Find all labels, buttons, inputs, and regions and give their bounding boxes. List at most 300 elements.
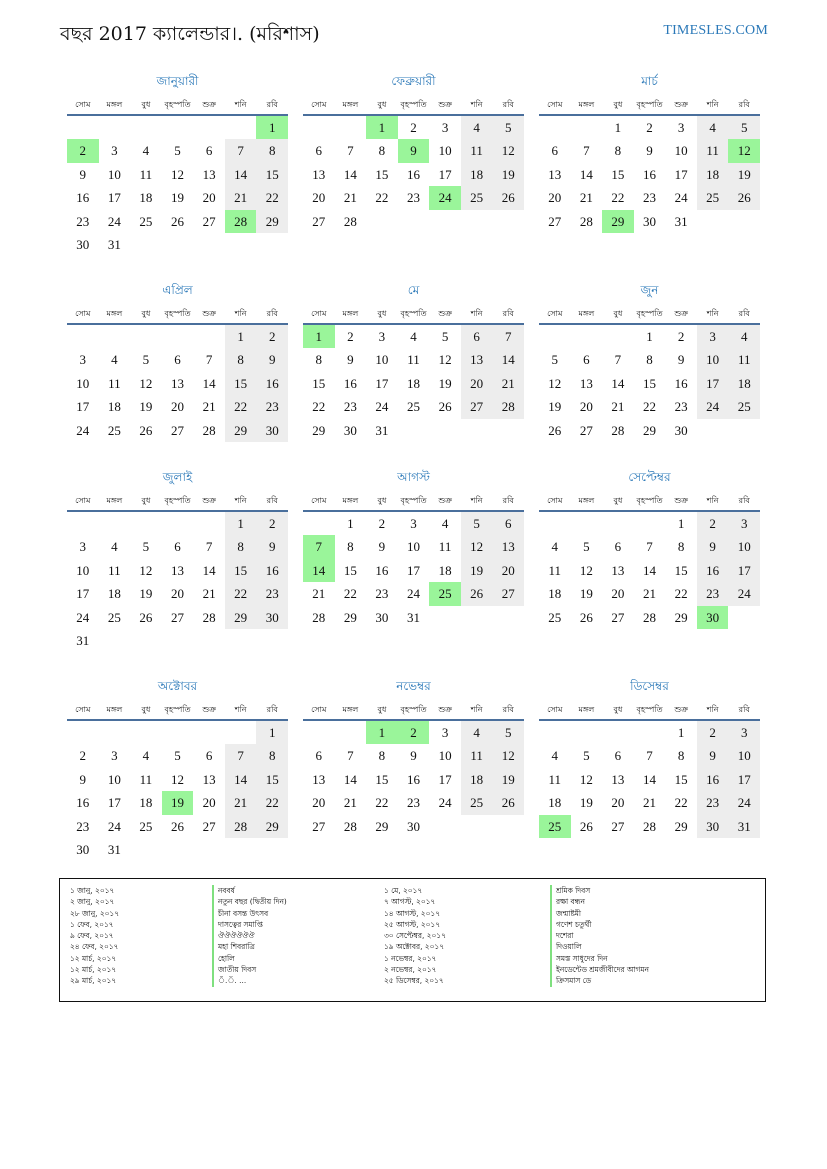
day-cell: 6 <box>205 748 213 764</box>
day-cell: 11 <box>548 771 562 787</box>
day-cell: 13 <box>611 771 625 787</box>
day-cell: 16 <box>375 562 389 578</box>
weekday-label: বুধ <box>377 705 387 714</box>
day-cell: 26 <box>492 186 524 209</box>
day-cell: 23 <box>406 190 420 206</box>
day-cell: 24 <box>728 582 760 605</box>
month-title: মে <box>407 283 420 297</box>
weekday-label: বৃহস্পতি <box>164 705 191 714</box>
day-cell: 3 <box>728 721 760 744</box>
day-cell: 26 <box>170 818 184 834</box>
day-cell: 4 <box>551 748 559 764</box>
holiday-names-column-1 <box>212 885 287 987</box>
day-cell: 22 <box>343 586 357 602</box>
weekday-label: শুক্র <box>438 705 452 714</box>
holiday-date: ১ মে, ২০১৭ <box>384 886 423 895</box>
day-cell: 6 <box>614 539 622 555</box>
day-cell: 30 <box>697 815 729 838</box>
day-cell: 20 <box>611 795 625 811</box>
weekday-label: বৃহস্পতি <box>164 496 191 505</box>
day-cell: 1 <box>677 516 685 531</box>
day-cell: 5 <box>174 748 181 764</box>
holiday-day-cell: 29 <box>602 210 634 233</box>
weekday-label: রবি <box>502 309 514 318</box>
day-cell: 23 <box>256 582 288 605</box>
day-cell: 5 <box>461 512 493 535</box>
day-cell: 4 <box>728 325 760 348</box>
day-grid <box>67 325 288 442</box>
holiday-day-cell: 1 <box>303 325 335 348</box>
day-cell: 12 <box>139 375 153 391</box>
day-cell: 18 <box>461 163 493 186</box>
weekday-header <box>539 701 760 721</box>
day-cell: 23 <box>642 190 656 206</box>
day-cell: 19 <box>579 586 593 602</box>
holiday-name: জন্মাষ্টমী <box>556 908 581 918</box>
day-cell: 17 <box>728 768 760 791</box>
holiday-name: গণেশ চতুর্থী <box>556 919 592 929</box>
empty-cell <box>99 512 131 535</box>
weekday-label: শুক্র <box>202 309 216 318</box>
month-block <box>67 675 288 861</box>
day-cell: 15 <box>225 559 257 582</box>
weekday-label: মঙ্গল <box>342 496 359 505</box>
day-cell: 15 <box>642 375 656 391</box>
day-cell: 18 <box>697 163 729 186</box>
day-cell: 8 <box>614 143 622 159</box>
day-cell: 6 <box>492 512 524 535</box>
day-cell: 15 <box>225 372 257 395</box>
day-cell: 10 <box>76 562 90 578</box>
page-title: বছর 2017 ক্যালেন্ডার।. (মরিশাস) <box>60 23 320 45</box>
day-cell: 21 <box>202 586 216 602</box>
month-title: সেপ্টেম্বর <box>628 470 671 484</box>
day-cell: 6 <box>315 143 323 159</box>
weekday-header <box>67 492 288 512</box>
weekday-label: মঙ্গল <box>106 100 123 109</box>
day-cell: 13 <box>548 166 562 182</box>
day-cell: 19 <box>139 586 153 602</box>
day-cell: 13 <box>461 348 493 371</box>
day-cell: 17 <box>728 559 760 582</box>
day-cell: 27 <box>202 818 216 834</box>
day-cell: 4 <box>111 352 118 368</box>
day-cell: 6 <box>315 748 323 764</box>
day-cell: 18 <box>406 375 420 391</box>
day-cell: 19 <box>548 399 562 415</box>
day-cell: 24 <box>728 791 760 814</box>
day-cell: 9 <box>79 166 87 182</box>
month-block <box>539 466 760 629</box>
day-cell: 14 <box>202 562 216 578</box>
day-cell: 3 <box>378 329 386 344</box>
day-cell: 12 <box>548 375 562 391</box>
weekday-header <box>303 96 524 116</box>
day-cell: 27 <box>170 609 184 625</box>
day-cell: 10 <box>107 166 121 182</box>
month-title: মার্চ <box>641 74 658 88</box>
empty-cell <box>335 721 367 744</box>
weekday-label: শুক্র <box>674 496 688 505</box>
day-cell: 23 <box>406 795 420 811</box>
empty-cell <box>67 721 99 744</box>
month-title: এপ্রিল <box>162 283 193 297</box>
day-cell: 12 <box>492 139 524 162</box>
holiday-day-cell: 1 <box>366 721 398 744</box>
empty-cell <box>303 721 335 744</box>
empty-cell <box>539 512 571 535</box>
day-cell: 22 <box>256 791 288 814</box>
day-cell: 15 <box>674 562 688 578</box>
day-cell: 31 <box>107 236 121 252</box>
holiday-name: ক্রিসমাস ডে <box>556 976 592 986</box>
day-cell: 23 <box>76 213 90 229</box>
weekday-label: শনি <box>234 309 247 318</box>
day-cell: 29 <box>343 609 357 625</box>
day-cell: 7 <box>614 352 622 368</box>
day-cell: 2 <box>256 512 288 535</box>
day-cell: 11 <box>108 562 121 578</box>
empty-cell <box>193 116 225 139</box>
weekday-label: মঙ্গল <box>106 705 123 714</box>
weekday-label: শনি <box>706 496 719 505</box>
day-cell: 28 <box>202 422 216 438</box>
day-cell: 26 <box>170 213 184 229</box>
weekday-label: সোম <box>75 705 91 714</box>
holiday-names-column-2 <box>550 885 649 987</box>
holiday-day-cell: 14 <box>303 559 335 582</box>
day-cell: 14 <box>579 166 593 182</box>
day-cell: 24 <box>107 213 121 229</box>
holiday-name: হোলি <box>218 953 235 963</box>
empty-cell <box>99 721 131 744</box>
day-cell: 18 <box>461 768 493 791</box>
day-cell: 16 <box>406 771 420 787</box>
day-cell: 29 <box>256 210 288 233</box>
weekday-label: শুক্র <box>438 496 452 505</box>
holiday-name: জাতীয় দিবস <box>218 965 257 975</box>
day-cell: 12 <box>579 562 593 578</box>
empty-cell <box>571 325 603 348</box>
day-cell: 5 <box>551 352 559 368</box>
day-cell: 14 <box>611 375 625 391</box>
day-cell: 27 <box>170 422 184 438</box>
day-cell: 23 <box>697 791 729 814</box>
day-cell: 3 <box>79 539 87 555</box>
day-cell: 16 <box>406 166 420 182</box>
day-cell: 21 <box>611 399 625 415</box>
weekday-label: মঙ্গল <box>578 100 595 109</box>
day-cell: 22 <box>375 190 389 206</box>
day-cell: 11 <box>697 139 729 162</box>
day-grid <box>303 116 524 233</box>
site-link[interactable]: TIMESLES.COM <box>663 23 768 38</box>
day-cell: 9 <box>697 744 729 767</box>
day-cell: 15 <box>611 166 625 182</box>
day-cell: 9 <box>347 352 354 368</box>
weekday-header <box>67 305 288 325</box>
day-cell: 9 <box>646 143 653 159</box>
day-cell: 21 <box>642 795 656 811</box>
day-cell: 23 <box>343 399 357 415</box>
day-cell: 13 <box>312 771 326 787</box>
empty-cell <box>162 325 194 348</box>
day-cell: 22 <box>256 186 288 209</box>
empty-cell <box>130 116 162 139</box>
day-cell: 26 <box>728 186 760 209</box>
day-cell: 29 <box>375 818 389 834</box>
day-cell: 28 <box>642 818 656 834</box>
day-cell: 26 <box>461 582 493 605</box>
month-title: জুন <box>640 283 659 297</box>
weekday-label: রবি <box>502 705 514 714</box>
day-cell: 3 <box>697 325 729 348</box>
day-cell: 27 <box>611 609 625 625</box>
empty-cell <box>634 512 666 535</box>
holiday-date: ২৪ ফেব, ২০১৭ <box>70 942 119 952</box>
weekday-label: রবি <box>266 309 278 318</box>
day-cell: 7 <box>583 143 590 159</box>
holiday-date: ২৯ মার্চ, ২০১৭ <box>70 976 117 986</box>
empty-cell <box>571 512 603 535</box>
day-cell: 14 <box>492 348 524 371</box>
holiday-name: মহা শিবরাত্রি <box>218 942 255 952</box>
holiday-date: ১ নভেম্বর, ২০১৭ <box>384 953 437 963</box>
day-cell: 27 <box>202 213 216 229</box>
day-cell: 25 <box>139 213 153 229</box>
day-cell: 7 <box>205 539 213 555</box>
day-cell: 27 <box>461 395 493 418</box>
day-cell: 20 <box>579 399 593 415</box>
holiday-date: ১২ মার্চ, ২০১৭ <box>70 953 117 963</box>
weekday-label: সোম <box>311 705 327 714</box>
weekday-label: বুধ <box>613 496 623 505</box>
day-cell: 9 <box>410 748 417 764</box>
empty-cell <box>130 721 162 744</box>
day-cell: 25 <box>697 186 729 209</box>
day-cell: 16 <box>256 559 288 582</box>
day-cell: 4 <box>142 748 150 764</box>
day-cell: 21 <box>225 791 257 814</box>
day-cell: 3 <box>677 120 685 135</box>
day-cell: 11 <box>108 375 121 391</box>
weekday-label: বুধ <box>377 100 387 109</box>
day-cell: 30 <box>76 841 90 857</box>
day-cell: 17 <box>697 372 729 395</box>
day-cell: 1 <box>225 325 257 348</box>
holiday-day-cell: 1 <box>256 116 288 139</box>
day-cell: 20 <box>611 586 625 602</box>
day-cell: 3 <box>441 120 449 135</box>
empty-cell <box>99 116 131 139</box>
day-cell: 21 <box>343 795 357 811</box>
day-cell: 30 <box>256 606 288 629</box>
day-cell: 25 <box>107 422 121 438</box>
holiday-day-cell: 2 <box>398 721 430 744</box>
holiday-date: ২৮ জানু, ২০১৭ <box>70 908 120 918</box>
day-cell: 11 <box>407 352 420 368</box>
empty-cell <box>193 512 225 535</box>
holiday-day-cell: 24 <box>429 186 461 209</box>
weekday-label: মঙ্গল <box>342 100 359 109</box>
day-cell: 11 <box>139 166 153 182</box>
empty-cell <box>99 325 131 348</box>
weekday-label: মঙ্গল <box>106 309 123 318</box>
holiday-date: ১৪ আগস্ট, ২০১৭ <box>384 908 441 918</box>
day-cell: 15 <box>343 562 357 578</box>
day-cell: 7 <box>347 748 354 764</box>
day-grid <box>539 325 760 442</box>
weekday-label: বুধ <box>613 309 623 318</box>
day-cell: 6 <box>583 352 590 368</box>
day-cell: 7 <box>492 325 524 348</box>
day-grid <box>539 116 760 233</box>
day-cell: 18 <box>139 795 153 811</box>
empty-cell <box>193 325 225 348</box>
day-cell: 23 <box>76 818 90 834</box>
day-cell: 18 <box>438 562 452 578</box>
day-cell: 17 <box>438 166 452 182</box>
empty-cell <box>193 721 225 744</box>
day-cell: 23 <box>697 582 729 605</box>
day-cell: 21 <box>343 190 357 206</box>
day-cell: 28 <box>312 609 326 625</box>
day-cell: 5 <box>492 116 524 139</box>
day-cell: 25 <box>406 399 420 415</box>
day-cell: 10 <box>107 771 121 787</box>
day-cell: 16 <box>256 372 288 395</box>
day-cell: 24 <box>697 395 729 418</box>
day-cell: 4 <box>441 516 449 531</box>
weekday-label: বৃহস্পতি <box>400 496 427 505</box>
weekday-label: মঙ্গল <box>342 705 359 714</box>
holiday-name: শ্রমিক দিবস <box>556 886 591 895</box>
day-cell: 31 <box>107 841 121 857</box>
holiday-name: নতুন বছর (দ্বিতীয় দিন) <box>218 897 287 907</box>
weekday-label: শনি <box>234 705 247 714</box>
empty-cell <box>303 512 335 535</box>
day-cell: 9 <box>79 771 87 787</box>
day-cell: 16 <box>697 559 729 582</box>
weekday-label: শুক্র <box>674 100 688 109</box>
month-block <box>303 70 524 233</box>
day-cell: 18 <box>107 586 121 602</box>
day-cell: 12 <box>170 771 184 787</box>
day-grid <box>303 512 524 629</box>
day-cell: 22 <box>225 582 257 605</box>
day-cell: 20 <box>202 190 216 206</box>
day-cell: 14 <box>343 771 357 787</box>
day-cell: 30 <box>642 213 656 229</box>
day-cell: 20 <box>461 372 493 395</box>
day-cell: 13 <box>611 562 625 578</box>
weekday-label: বুধ <box>141 705 151 714</box>
day-cell: 19 <box>170 190 184 206</box>
weekday-label: সোম <box>547 309 563 318</box>
day-cell: 28 <box>343 213 357 229</box>
holiday-day-cell: 30 <box>697 606 729 629</box>
day-cell: 7 <box>347 143 354 159</box>
day-cell: 21 <box>202 399 216 415</box>
day-cell: 8 <box>225 535 257 558</box>
day-cell: 29 <box>674 818 688 834</box>
weekday-label: শনি <box>470 705 483 714</box>
empty-cell <box>539 116 571 139</box>
day-cell: 16 <box>76 190 90 206</box>
day-cell: 29 <box>225 419 257 442</box>
day-cell: 1 <box>225 512 257 535</box>
day-cell: 27 <box>548 213 562 229</box>
day-cell: 17 <box>674 166 688 182</box>
day-cell: 30 <box>406 818 420 834</box>
empty-cell <box>130 325 162 348</box>
holiday-name: ইনডেন্টেড শ্রমজীবীদের আগমন <box>556 965 649 975</box>
day-cell: 25 <box>461 186 493 209</box>
day-cell: 7 <box>205 352 213 368</box>
day-cell: 13 <box>492 535 524 558</box>
weekday-label: সোম <box>547 496 563 505</box>
empty-cell <box>335 116 367 139</box>
holiday-name: দিওয়ালি <box>556 942 582 952</box>
day-cell: 15 <box>256 163 288 186</box>
day-cell: 1 <box>646 329 653 344</box>
day-cell: 23 <box>375 586 389 602</box>
holiday-day-cell: 25 <box>539 815 571 838</box>
weekday-label: রবি <box>502 100 514 109</box>
day-cell: 24 <box>674 190 688 206</box>
holiday-day-cell: 1 <box>366 116 398 139</box>
day-cell: 17 <box>107 190 121 206</box>
weekday-label: শুক্র <box>674 309 688 318</box>
holiday-name: ঁ.ঁ. ... <box>218 976 247 986</box>
day-cell: 5 <box>728 116 760 139</box>
day-cell: 19 <box>492 163 524 186</box>
day-cell: 15 <box>375 166 389 182</box>
weekday-label: বুধ <box>141 309 151 318</box>
day-cell: 30 <box>375 609 389 625</box>
day-cell: 11 <box>461 139 493 162</box>
holiday-name: নববর্ষ <box>218 886 235 895</box>
day-cell: 21 <box>579 190 593 206</box>
weekday-label: শনি <box>706 309 719 318</box>
weekday-label: শুক্র <box>438 100 452 109</box>
holiday-day-cell: 12 <box>728 139 760 162</box>
weekday-label: মঙ্গল <box>342 309 359 318</box>
day-cell: 31 <box>375 422 389 438</box>
weekday-label: সোম <box>311 100 327 109</box>
weekday-label: শুক্র <box>202 705 216 714</box>
day-cell: 14 <box>225 163 257 186</box>
holiday-day-cell: 28 <box>225 210 257 233</box>
day-grid <box>67 512 288 652</box>
day-cell: 13 <box>202 771 216 787</box>
day-cell: 30 <box>76 236 90 252</box>
weekday-label: বৃহস্পতি <box>636 309 663 318</box>
day-cell: 10 <box>674 143 688 159</box>
day-cell: 28 <box>202 609 216 625</box>
day-cell: 10 <box>728 744 760 767</box>
day-cell: 11 <box>728 348 760 371</box>
day-cell: 6 <box>614 748 622 764</box>
month-title: জুলাই <box>162 470 193 484</box>
day-cell: 5 <box>142 352 150 368</box>
day-cell: 11 <box>548 562 562 578</box>
holiday-dates-column-1 <box>70 885 119 987</box>
day-cell: 4 <box>697 116 729 139</box>
day-cell: 8 <box>256 744 288 767</box>
day-cell: 26 <box>579 609 593 625</box>
day-cell: 21 <box>225 186 257 209</box>
